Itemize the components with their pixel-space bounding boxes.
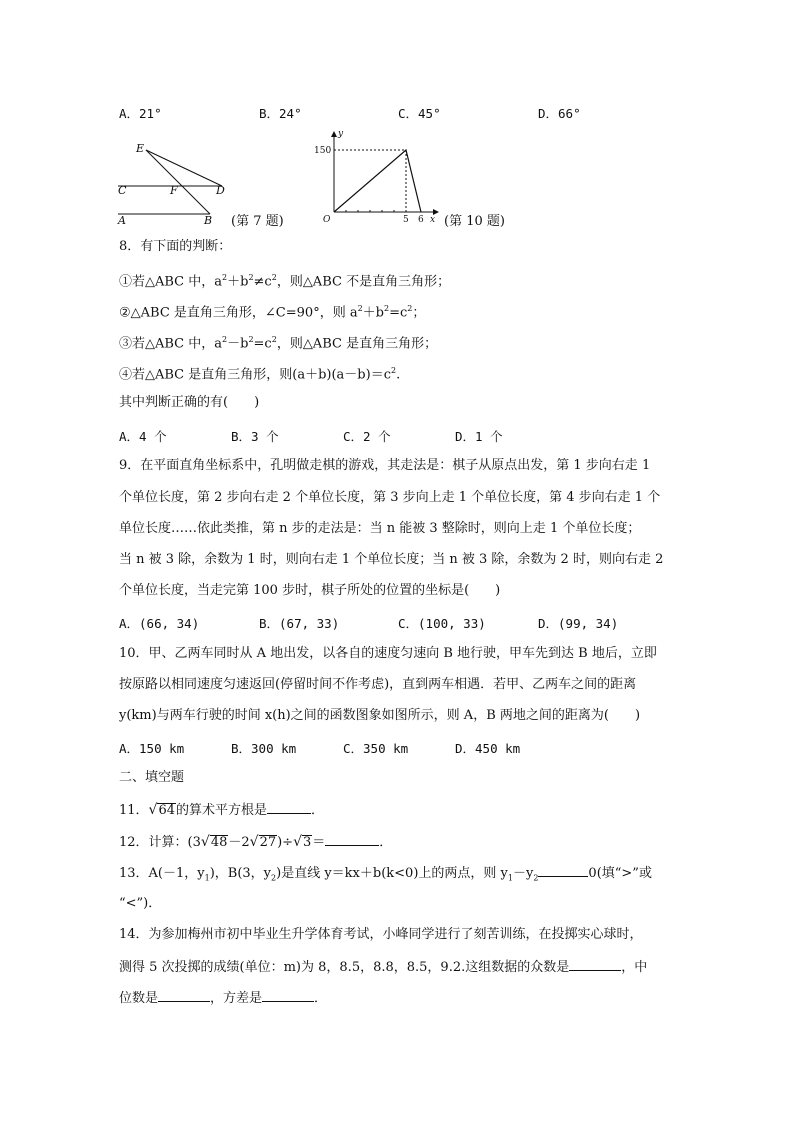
q7-geometry-figure (110, 138, 230, 228)
label-e: E (136, 142, 145, 155)
q8-statement-4: ④若△ABC 是直角三角形，则$(a+b)(a-b)=c^2$. (119, 366, 401, 383)
label-d: D (216, 184, 225, 197)
q9-line-1: 9．在平面直角坐标系中，孔明做走棋的游戏，其走法是：棋子从原点出发，第 1 步向右走 1 (119, 458, 651, 473)
q11: 11．√64的算术平方根是 ． (119, 802, 325, 818)
q14-mode-blank (569, 957, 621, 971)
x-axis-label: x (430, 215, 436, 225)
q10-caption: (第 10 题) (444, 214, 505, 229)
section-fill-in-title: 二、填空题 (119, 770, 185, 785)
q10-line-2: 按原路以相同速度匀速返回(停留时间不作考虑)，直到两车相遇．若甲、乙两车之间的距离 (119, 677, 637, 692)
origin-label: O (323, 215, 331, 225)
q12-answer-blank (325, 832, 379, 846)
q14-line-2: 测得 5 次投掷的成绩(单位：m)为 8，8.5，8.8，8.5，9.2.这组数据的众数是 ，中 (119, 957, 647, 977)
q13-answer-blank (538, 863, 588, 877)
label-a: A (118, 214, 126, 227)
q11-answer-blank (267, 800, 311, 814)
q9-line-4: 当 n 被 3 除，余数为 1 时，则向右走 1 个单位长度；当 n 被 3 除，余数为 2 时，则向右走 2 (119, 552, 664, 567)
q7-option-c: C．45° (398, 106, 441, 121)
q10-line-1: 10．甲、乙两车同时从 A 地出发，以各自的速度匀速向 B 地行驶，甲车先到达 B 地后，立即 (119, 646, 657, 661)
q13-line-2: “<”)． (119, 896, 162, 911)
q8-option-d: D．1 个 (455, 429, 503, 444)
label-b: B (204, 214, 213, 227)
q9-line-3: 单位长度……依此类推，第 n 步的走法是：当 n 能被 3 整除时，则向上走 1 个单位长度； (119, 521, 641, 536)
x-tick-5: 5 (403, 215, 409, 225)
q9-option-b: B．(67, 33) (259, 616, 340, 631)
q8-statement-3: ③若△ABC 中，$a^2-b^2=c^2$，则△ABC 是直角三角形； (119, 335, 438, 352)
q13-line-1: 13．A(－1，$y_1$)，B(3，$y_2$)是直线 y＝kx＋b(k<0)上的两点，则 $y_1-y_2$ 0(填“>”或 (119, 863, 652, 888)
q9-line-5: 个单位长度，当走完第 100 步时，棋子所处的位置的坐标是( ) (119, 583, 501, 598)
q8-statement-2: ②△ABC 是直角三角形，∠C=90°，则 $a^2+b^2=c^2$； (119, 304, 426, 321)
q10-option-b: B．300 km (231, 741, 297, 756)
q14-variance-blank (262, 988, 314, 1002)
q14-median-blank (158, 988, 210, 1002)
q9-option-d: D．(99, 34) (538, 616, 619, 631)
label-c: C (118, 184, 127, 197)
q8-option-b: B．3 个 (231, 429, 279, 444)
q10-option-c: C．350 km (343, 741, 409, 756)
q7-option-d: D．66° (538, 106, 581, 121)
q10-option-a: A．150 km (119, 741, 185, 756)
line-eb (146, 150, 210, 214)
q8-statement-1: ①若△ABC 中，$a^2+b^2\ne c^2$，则△ABC 不是直角三角形； (119, 273, 451, 290)
y-axis-label: y (338, 129, 344, 139)
q9-line-2: 个单位长度，第 2 步向右走 2 个单位长度，第 3 步向上走 1 个单位长度，第 4 步向右走 1 个 (119, 490, 661, 505)
q10-line-3: y(km)与两车行驶的时间 x(h)之间的函数图象如图所示，则 A，B 两地之间的距离为( ) (119, 708, 641, 723)
q10-function-graph (310, 126, 450, 226)
q7-option-a: A．21° (119, 106, 162, 121)
x-tick-6: 6 (418, 215, 424, 225)
q9-option-c: C．(100, 33) (398, 616, 486, 631)
graph-line (334, 150, 421, 212)
q14-line-3: 位数是 ，方差是 ． (119, 988, 327, 1008)
q8-option-c: C．2 个 (343, 429, 391, 444)
q8-stem: 8．有下面的判断： (119, 239, 232, 254)
y-tick-150: 150 (314, 146, 332, 156)
q12: 12．计算：(3√48－2√27)÷√3＝ ． (119, 834, 393, 850)
q7-option-b: B．24° (259, 106, 302, 121)
q14-line-1: 14．为参加梅州市初中毕业生升学体育考试，小峰同学进行了刻苦训练，在投掷实心球时， (119, 927, 643, 942)
q9-option-a: A．(66, 34) (119, 616, 200, 631)
q7-caption: (第 7 题) (231, 214, 284, 229)
label-f: F (170, 184, 178, 197)
q8-option-a: A．4 个 (119, 429, 167, 444)
line-ed (146, 150, 222, 186)
q10-option-d: D．450 km (455, 741, 521, 756)
q8-question: 其中判断正确的有( ) (119, 395, 260, 410)
